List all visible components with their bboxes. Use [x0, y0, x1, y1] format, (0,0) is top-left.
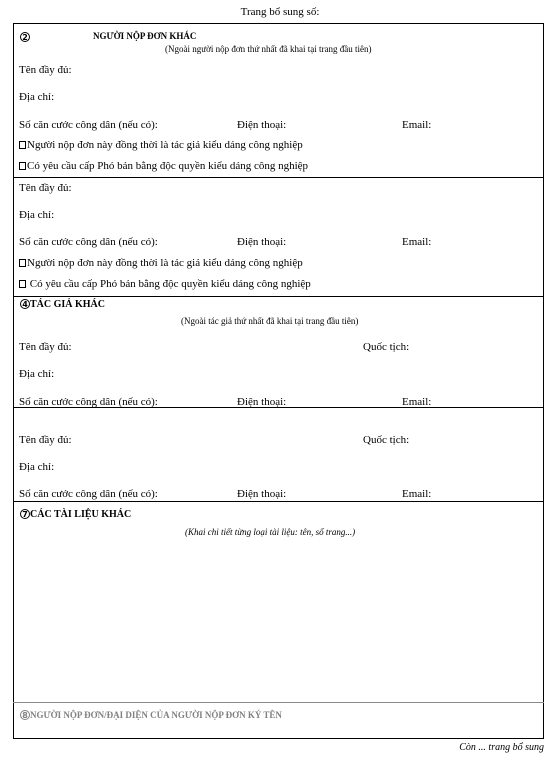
author2-full-name-label: Tên đầy đủ:: [19, 434, 72, 446]
applicant2-full-name-label: Tên đầy đủ:: [19, 182, 72, 194]
applicant1-option-author[interactable]: [19, 139, 303, 151]
section-7-heading: [20, 509, 131, 520]
applicant2-option-duplicate[interactable]: [19, 278, 311, 290]
page-header: Trang bổ sung số:: [240, 6, 320, 18]
applicant1-address-label: Địa chỉ:: [19, 91, 55, 103]
divider: [13, 407, 544, 408]
footer-note: Còn ... trang bổ sung: [459, 742, 544, 753]
author2-phone-label: Điện thoại:: [237, 488, 287, 500]
author1-id-label: Số căn cước công dân (nếu có):: [19, 396, 158, 408]
author1-email-label: Email:: [402, 396, 432, 408]
applicant2-id-label: Số căn cước công dân (nếu có):: [19, 236, 158, 248]
section-2-title: NGƯỜI NỘP ĐƠN KHÁC: [93, 31, 197, 41]
author1-address-label: Địa chỉ:: [19, 368, 55, 380]
section-4-subtitle: (Ngoài tác giả thứ nhất đã khai tại trang đầu tiên): [181, 316, 359, 326]
section-8-heading: [20, 710, 282, 720]
divider: [13, 296, 544, 297]
applicant1-email-label: Email:: [402, 119, 432, 131]
applicant1-phone-label: Điện thoại:: [237, 119, 287, 131]
applicant2-phone-label: Điện thoại:: [237, 236, 287, 248]
divider: [13, 501, 544, 502]
author1-phone-label: Điện thoại:: [237, 396, 287, 408]
section-2-number: 2: [20, 27, 30, 45]
author2-nationality-label: Quốc tịch:: [363, 434, 410, 446]
checkbox[interactable]: [19, 259, 26, 267]
author2-address-label: Địa chỉ:: [19, 461, 55, 473]
section-2-subtitle: (Ngoài người nộp đơn thứ nhất đã khai tại trang đầu tiên): [165, 44, 372, 54]
author2-id-label: Số căn cước công dân (nếu có):: [19, 488, 158, 500]
option-label: Người nộp đơn này đồng thời là tác giả kiểu dáng công nghiệp: [27, 139, 303, 151]
divider: [13, 177, 544, 178]
section-8-title: NGƯỜI NỘP ĐƠN/ĐẠI DIỆN CỦA NGƯỜI NỘP ĐƠN KÝ TÊN: [30, 710, 282, 720]
applicant1-full-name-label: Tên đầy đủ:: [19, 64, 72, 76]
checkbox[interactable]: [19, 280, 26, 288]
section-4-heading: [20, 299, 105, 310]
section-4-number: 4: [20, 299, 30, 309]
author2-email-label: Email:: [402, 488, 432, 500]
checkbox[interactable]: [19, 141, 26, 149]
section-7-title: CÁC TÀI LIỆU KHÁC: [30, 509, 132, 520]
applicant1-id-label: Số căn cước công dân (nếu có):: [19, 119, 158, 131]
author1-full-name-label: Tên đầy đủ:: [19, 341, 72, 353]
author1-nationality-label: Quốc tịch:: [363, 341, 410, 353]
option-label: Có yêu cầu cấp Phó bản bằng độc quyền kiểu dáng công nghiệp: [27, 160, 309, 172]
applicant2-email-label: Email:: [402, 236, 432, 248]
applicant2-option-author[interactable]: [19, 257, 303, 269]
section-7-subtitle: (Khai chi tiết từng loại tài liệu: tên, số trang...): [185, 527, 356, 537]
section-4-title: TÁC GIẢ KHÁC: [30, 299, 106, 310]
applicant2-address-label: Địa chỉ:: [19, 209, 55, 221]
section-7-number: 7: [20, 509, 30, 519]
checkbox[interactable]: [19, 162, 26, 170]
option-label: Người nộp đơn này đồng thời là tác giả kiểu dáng công nghiệp: [27, 257, 303, 269]
applicant1-option-duplicate[interactable]: [19, 160, 308, 172]
divider: [13, 702, 544, 703]
option-label: Có yêu cầu cấp Phó bản bằng độc quyền kiểu dáng công nghiệp: [29, 278, 311, 290]
section-8-number: 8: [20, 710, 30, 720]
